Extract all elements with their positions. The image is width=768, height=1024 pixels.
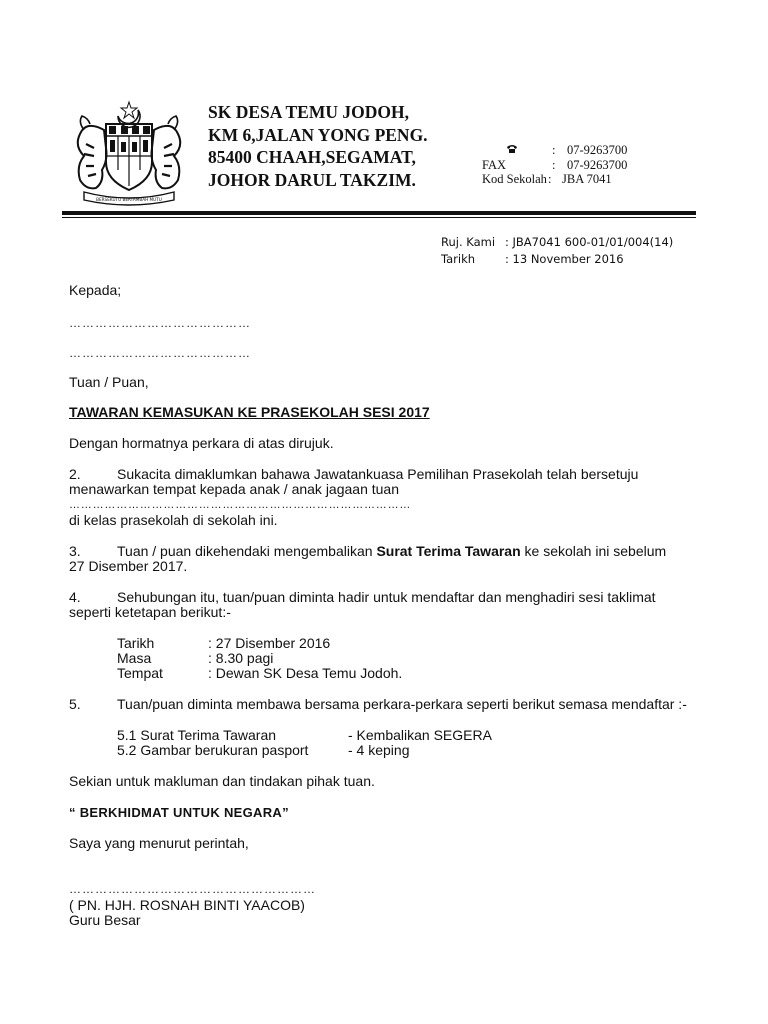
fax-label: FAX	[482, 157, 507, 172]
paragraph-4-line-1: Sehubungan itu, tuan/puan diminta hadir untuk mendaftar dan menghadiri sesi taklimat	[117, 589, 656, 605]
paragraph-2-line-3: di kelas prasekolah di sekolah ini.	[69, 512, 278, 528]
opening-line: Dengan hormatnya perkara di atas dirujuk.	[69, 435, 334, 451]
detail-date-value: : 27 Disember 2016	[208, 635, 331, 651]
school-code-separator: :	[548, 172, 552, 186]
school-address-line-1: KM 6,JALAN YONG PENG.	[208, 124, 428, 145]
phone-separator: :	[552, 143, 556, 157]
phone-number: 07-9263700	[567, 143, 628, 157]
recipient-label: Kepada;	[69, 282, 122, 298]
salutation: Tuan / Puan,	[69, 374, 149, 390]
paragraph-5-line-1: Tuan/puan diminta membawa bersama perkara-perkara seperti berikut semasa mendaftar :-	[117, 696, 687, 712]
paragraph-2-number: 2.	[69, 466, 81, 482]
sign-off: Saya yang menurut perintah,	[69, 835, 249, 851]
malaysia-coat-of-arms-icon	[66, 100, 192, 206]
detail-venue-value: : Dewan SK Desa Temu Jodoh.	[208, 665, 403, 681]
detail-time-label: Masa	[117, 650, 152, 666]
school-address-line-2: 85400 CHAAH,SEGAMAT,	[208, 147, 416, 167]
detail-date-label: Tarikh	[117, 635, 155, 651]
school-header	[208, 101, 428, 191]
paragraph-4-line-2: seperti ketetapan berikut:-	[69, 604, 231, 620]
crest-motto: BERSEKUTU BERTAMBAH MUTU	[96, 197, 162, 202]
fax-separator: :	[552, 157, 556, 172]
paragraph-3-line-1	[117, 544, 666, 559]
signatory-name: ( PN. HJH. ROSNAH BINTI YAACOB)	[69, 897, 305, 913]
school-address-line-3: JOHOR DARUL TAKZIM.	[208, 169, 416, 190]
detail-venue-label: Tempat	[117, 665, 163, 681]
paragraph-2-line-2: menawarkan tempat kepada anak / anak jagaan tuan	[69, 481, 400, 497]
date-label: Tarikh	[441, 252, 476, 266]
closing-line: Sekian untuk makluman dan tindakan pihak tuan.	[69, 773, 375, 789]
detail-time-value: : 8.30 pagi	[208, 650, 274, 666]
school-code-label: Kod Sekolah	[482, 172, 547, 186]
item-1-label: 5.1 Surat Terima Tawaran	[117, 727, 277, 743]
motto: “ BERKHIDMAT UNTUK NEGARA”	[69, 805, 289, 820]
offer-acceptance-form-name: Surat Terima Tawaran	[376, 543, 521, 559]
reference-block	[441, 234, 674, 268]
school-code: JBA 7041	[562, 172, 612, 186]
paragraph-3-line-2: 27 Disember 2017.	[69, 558, 188, 574]
telephone-icon	[506, 143, 518, 158]
item-1-value: - Kembalikan SEGERA	[348, 727, 492, 743]
paragraph-5-number: 5.	[69, 696, 81, 712]
header-divider-thin	[62, 217, 696, 218]
school-name: SK DESA TEMU JODOH,	[208, 102, 409, 122]
recipient-address-line-1: ……………………………………	[69, 316, 251, 330]
paragraph-3-text-pre: Tuan / puan dikehendaki mengembalikan	[117, 543, 377, 559]
fax-number: 07-9263700	[567, 157, 628, 172]
header-divider-thick	[62, 211, 696, 215]
signature-line: …………………………………………………	[69, 882, 316, 896]
item-2-value: - 4 keping	[348, 742, 410, 758]
paragraph-4-number: 4.	[69, 589, 81, 605]
paragraph-3-number: 3.	[69, 543, 81, 559]
item-2-label: 5.2 Gambar berukuran pasport	[117, 742, 309, 758]
letter-subject: TAWARAN KEMASUKAN KE PRASEKOLAH SESI 2017	[69, 404, 430, 420]
paragraph-2-line-1: Sukacita dimaklumkan bahawa Jawatankuasa Pemilihan Prasekolah telah bersetuju	[117, 466, 639, 482]
reference-label: Ruj. Kami	[441, 235, 496, 249]
signatory-position: Guru Besar	[69, 912, 141, 928]
paragraph-3-text-post: ke sekolah ini sebelum	[520, 543, 667, 559]
recipient-address-line-2: ……………………………………	[69, 346, 251, 360]
date-value: : 13 November 2016	[505, 252, 624, 266]
reference-value: : JBA7041 600-01/01/004(14)	[505, 235, 674, 249]
child-name-dots: ……………………………………………………………………………	[69, 499, 412, 511]
